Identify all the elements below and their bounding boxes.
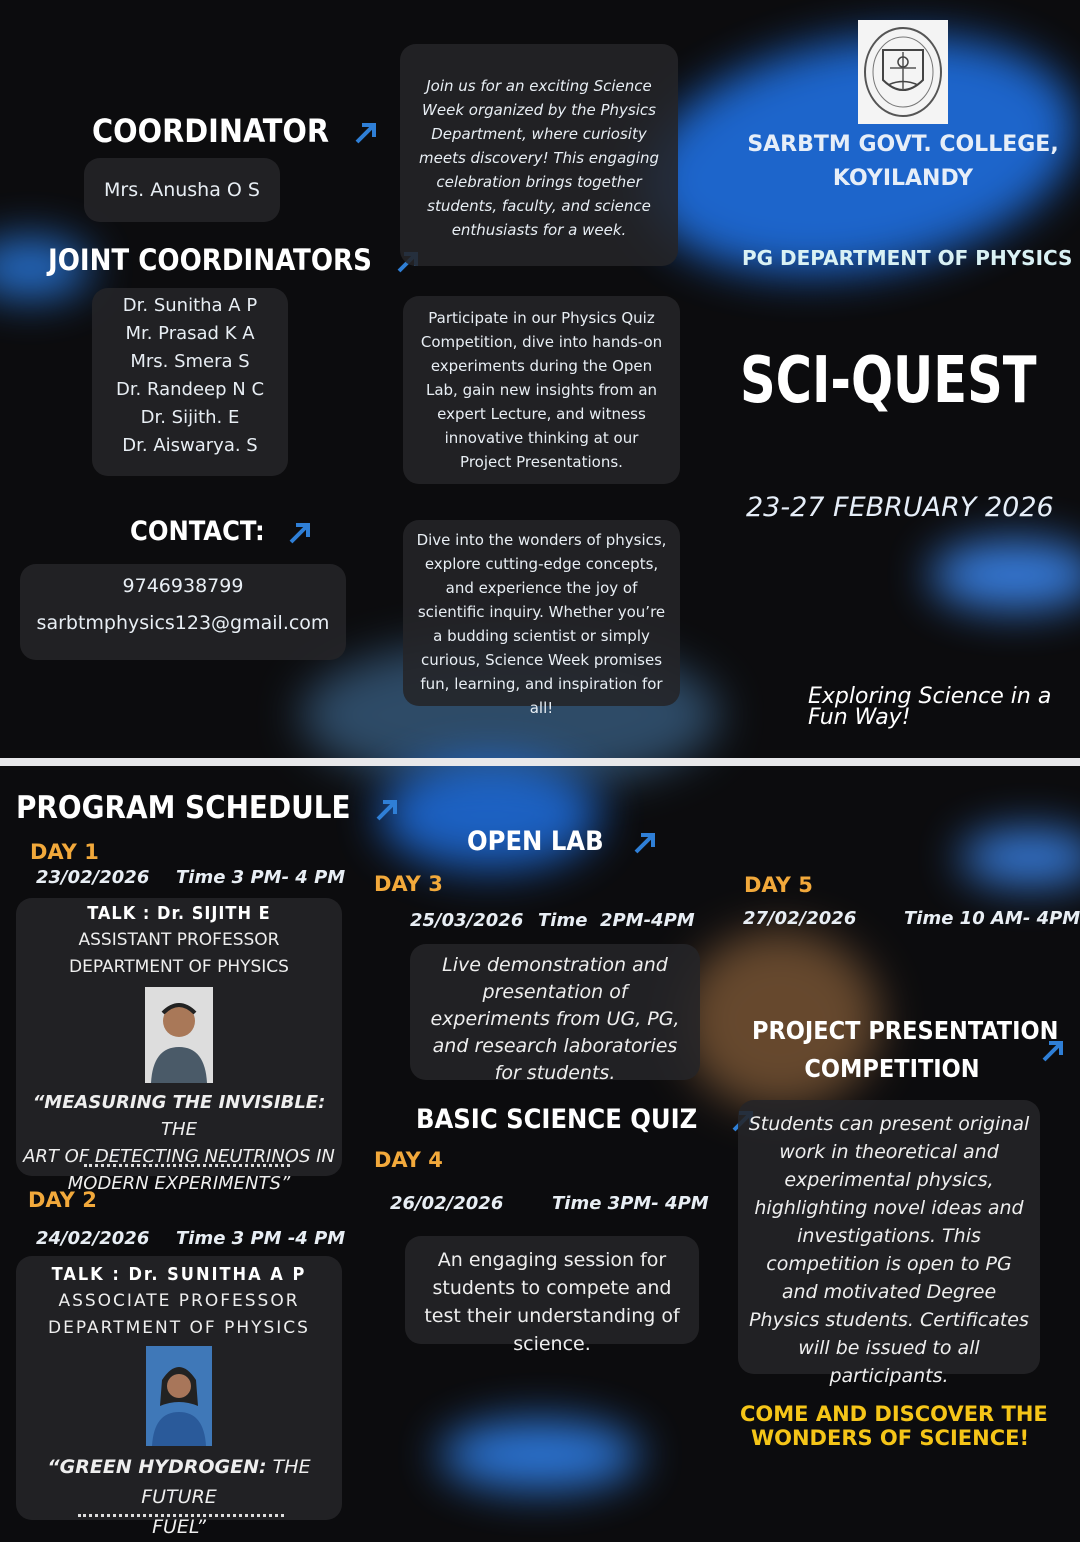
talk-title-text: ART OF DETECTING NEUTRINOS IN (23, 1146, 335, 1167)
speaker-photo (146, 1346, 212, 1446)
intro-text: Join us for an exciting Science Week organized by the Physics Department, where curiosity meets discovery! This engaging celebration brings together students, faculty, and science enthusiasts for a week. (419, 77, 659, 239)
arrow-up-right-icon (374, 797, 400, 823)
day-1-time: Time 3 PM- 4 PM (176, 867, 346, 888)
schedule-heading: PROGRAM SCHEDULE (16, 790, 400, 826)
coordinator-card (84, 158, 280, 222)
day-1-card (16, 898, 342, 1194)
day-1-role: ASSISTANT PROFESSOR (78, 930, 280, 950)
talk-title-bold: “GREEN HYDROGEN: (47, 1456, 267, 1478)
contact-heading: CONTACT: (130, 516, 313, 547)
day-1-dept: DEPARTMENT OF PHYSICS (69, 957, 289, 977)
project-heading (752, 1012, 1059, 1088)
arrow-up-right-icon (1040, 1038, 1066, 1064)
day-1-speaker: TALK : Dr. SIJITH E (87, 903, 271, 924)
talk-title-bold: “MEASURING THE INVISIBLE: (32, 1092, 326, 1113)
event-title: SCI-QUEST (740, 344, 1037, 418)
day-2-time: Time 3 PM -4 PM (176, 1228, 346, 1249)
open-lab-heading: OPEN LAB (467, 826, 658, 857)
college-name (740, 128, 1066, 196)
college-name-line: SARBTM GOVT. COLLEGE, (747, 132, 1059, 157)
talk-title-text: THE (161, 1119, 197, 1140)
open-lab-text: Live demonstration and presentation of experiments from UG, PG, and research laboratories for students. (430, 954, 680, 1084)
panel-divider (0, 758, 1080, 766)
day-5-time: Time 10 AM- 4PM (904, 908, 1080, 929)
day-5-date: 27/02/2026 (743, 908, 857, 929)
day-2-role: ASSOCIATE PROFESSOR (58, 1291, 300, 1311)
department-name: PG DEPARTMENT OF PHYSICS (742, 246, 1073, 270)
quiz-text: An engaging session for students to compete and test their understanding of science. (424, 1249, 680, 1355)
coordinator-name: Mr. Prasad K A (125, 323, 255, 344)
day-2-date: 24/02/2026 (36, 1228, 150, 1249)
day-4-date: 26/02/2026 (390, 1193, 504, 1214)
person-icon (145, 987, 213, 1083)
talk-title-text: FUEL” (152, 1516, 206, 1538)
glow-blob (440, 1420, 640, 1490)
day-2-label: DAY 2 (28, 1188, 97, 1212)
glow-blob (930, 540, 1080, 610)
joint-coordinators-card (92, 288, 288, 476)
day-2-talk-title (16, 1452, 342, 1542)
project-heading-line: PROJECT PRESENTATION (752, 1016, 1059, 1045)
dotted-underline (78, 1514, 284, 1517)
arrow-up-right-icon (287, 520, 313, 546)
quiz-card (405, 1236, 699, 1355)
coordinator-name: Mrs. Anusha O S (104, 179, 260, 201)
coordinator-name: Mrs. Smera S (130, 351, 250, 372)
contact-card (20, 564, 346, 660)
project-text: Students can present original work in theoretical and experimental physics, highlighting novel ideas and investigations. This competition is open to PG and motivated Degree Physics students. Certificates will be issued to all participants. (748, 1113, 1030, 1387)
glow-blob (960, 830, 1080, 885)
college-emblem-icon (858, 20, 948, 124)
day-3-time: Time 2PM-4PM (538, 910, 695, 931)
event-dates: 23-27 FEBRUARY 2026 (746, 492, 1054, 523)
talk-title-text: MODERN EXPERIMENTS” (67, 1173, 291, 1194)
college-logo (858, 20, 948, 124)
call-to-action (740, 1402, 1048, 1450)
cta-line: WONDERS OF SCIENCE! (750, 1426, 1030, 1450)
day-4-time: Time 3PM- 4PM (552, 1193, 709, 1214)
activities-text: Participate in our Physics Quiz Competition, dive into hands-on experiments during the Open Lab, gain new insights from an expert Lecture, and witness innovative thinking at our Project Presentations. (420, 309, 663, 471)
arrow-up-right-icon (353, 120, 379, 146)
coordinator-heading: COORDINATOR (92, 112, 379, 150)
project-card (738, 1100, 1040, 1387)
tagline-line: Exploring Science in a (808, 684, 1052, 709)
day-1-label: DAY 1 (30, 840, 99, 864)
day-2-speaker: TALK : Dr. SUNITHA A P (51, 1264, 307, 1285)
speaker-photo (145, 987, 213, 1083)
project-heading-line: COMPETITION (804, 1054, 980, 1083)
tagline-line: Fun Way! (808, 705, 911, 730)
activities-card (403, 296, 680, 484)
dotted-underline (84, 1164, 290, 1167)
intro-card (400, 44, 678, 266)
open-lab-card (410, 944, 700, 1084)
college-name-line: KOYILANDY (832, 166, 974, 191)
invitation-card (403, 520, 680, 717)
person-icon (146, 1346, 212, 1446)
contact-phone[interactable]: 9746938799 (122, 575, 244, 597)
tagline (808, 686, 1051, 728)
joint-coordinators-heading: JOINT COORDINATORS (48, 243, 421, 277)
quiz-heading: BASIC SCIENCE QUIZ (416, 1104, 756, 1135)
day-3-date: 25/03/2026 (410, 910, 524, 931)
day-5-label: DAY 5 (744, 873, 813, 897)
invitation-text: Dive into the wonders of physics, explore cutting-edge concepts, and experience the joy of scientific inquiry. Whether you’re a budding scientist or simply curious, Science Week promises fun, learning, and inspiration for all! (416, 531, 667, 717)
talk-title-text: THE FUTURE (141, 1456, 311, 1508)
day-2-card (16, 1256, 342, 1538)
contact-email[interactable]: sarbtmphysics123@gmail.com (36, 612, 330, 634)
day-3-label: DAY 3 (374, 872, 443, 896)
coordinator-name: Dr. Aiswarya. S (122, 435, 258, 456)
day-4-label: DAY 4 (374, 1148, 443, 1172)
day-1-talk-title (16, 1089, 342, 1197)
arrow-up-right-icon (632, 830, 658, 856)
coordinator-name: Dr. Randeep N C (115, 379, 265, 400)
day-1-date: 23/02/2026 (36, 867, 150, 888)
cta-line: COME AND DISCOVER THE (740, 1402, 1048, 1426)
day-2-dept: DEPARTMENT OF PHYSICS (48, 1318, 310, 1338)
coordinator-name: Dr. Sijith. E (140, 407, 240, 428)
coordinator-name: Dr. Sunitha A P (122, 295, 258, 316)
